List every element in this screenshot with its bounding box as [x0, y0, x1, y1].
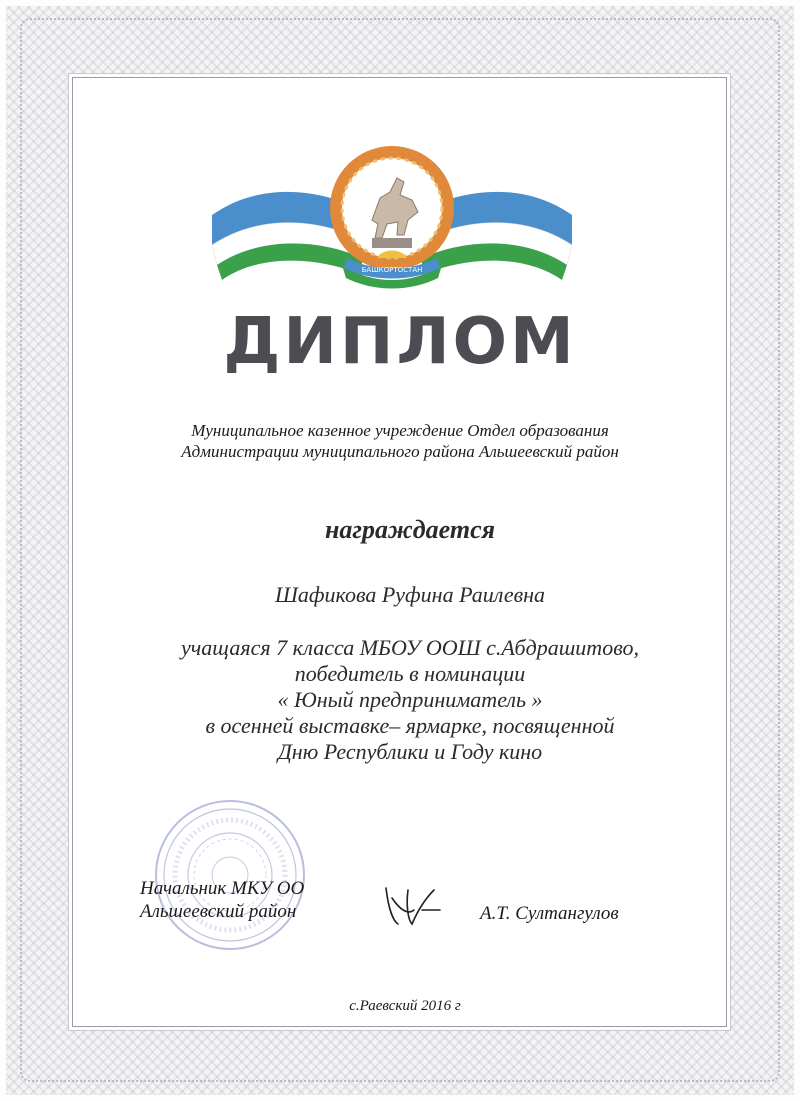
official-stamp — [150, 795, 310, 955]
award-description — [0, 635, 800, 765]
organization-name — [0, 420, 800, 462]
monument-base — [372, 238, 412, 248]
signer-district: Альшеевский район — [140, 901, 297, 922]
handwritten-signature — [378, 880, 448, 930]
bashkortostan-emblem — [182, 140, 602, 290]
signer-block — [140, 877, 360, 923]
emblem-graphic — [182, 140, 602, 290]
description-line: победитель в номинации — [294, 661, 526, 686]
description-line: « Юный предприниматель » — [277, 687, 543, 712]
signer-title: Начальник МКУ ОО — [140, 878, 305, 899]
signer-name: А.Т. Султангулов — [480, 903, 619, 924]
organization-line-1: Муниципальное казенное учреждение Отдел образования — [191, 421, 609, 440]
place-date: с.Раевский 2016 г — [349, 998, 461, 1014]
emblem-ribbon-text: БАШКОРТОСТАН — [361, 266, 423, 274]
description-line: учащаяся 7 класса МБОУ ООШ с.Абдрашитово, — [181, 635, 639, 660]
awarded-heading: награждается — [324, 515, 496, 544]
recipient-name: Шафикова Руфина Раилевна — [274, 582, 546, 607]
description-line: Дню Республики и Году кино — [277, 739, 543, 764]
diploma-title: ДИПЛОМ — [223, 305, 577, 379]
organization-line-2: Администрации муниципального района Альшеевский район — [181, 442, 619, 461]
description-line: в осенней выставке– ярмарке, посвященной — [205, 713, 615, 738]
